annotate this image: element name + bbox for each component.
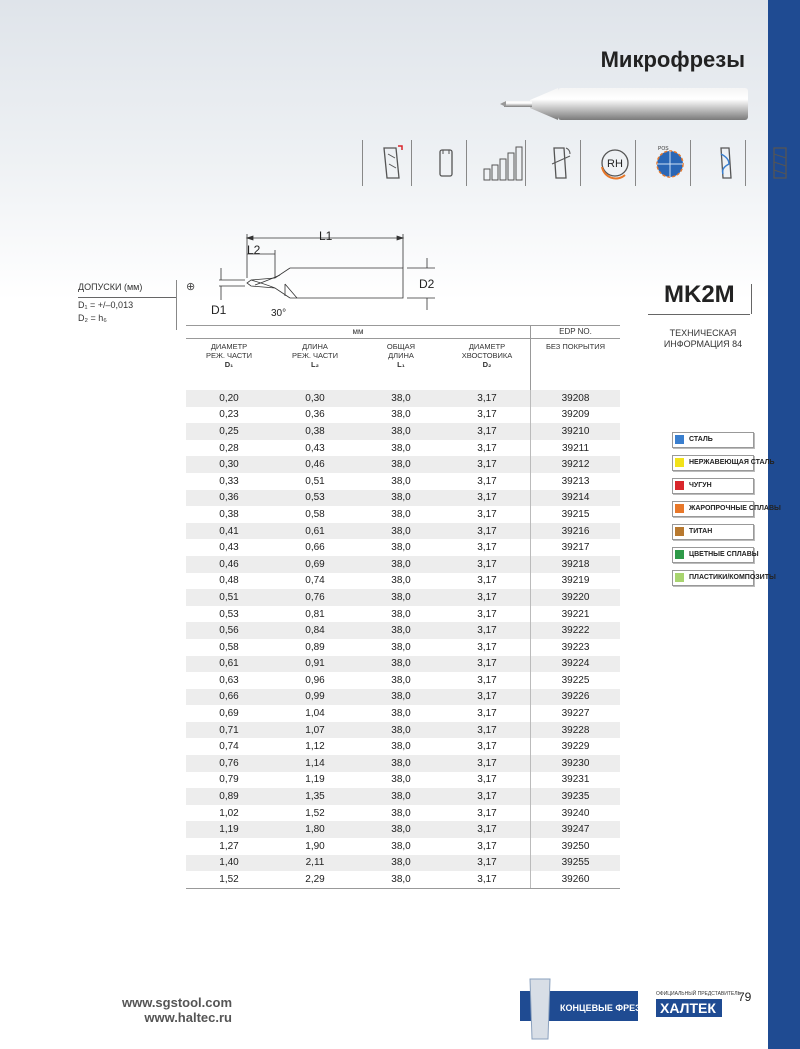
table-cell: 0,61 <box>186 656 272 673</box>
table-cell: 38,0 <box>358 390 444 407</box>
table-cell: 39222 <box>531 622 621 639</box>
table-row <box>186 705 620 722</box>
table-cell: 39260 <box>531 871 621 888</box>
column-header-line2: РЕЖ. ЧАСТИ <box>291 351 339 360</box>
shank-icon <box>426 140 467 186</box>
table-cell: 0,46 <box>272 456 358 473</box>
table-cell: 3,17 <box>477 840 497 852</box>
column-header-line2: РЕЖ. ЧАСТИ <box>205 351 253 360</box>
table-cell: 3,17 <box>477 774 497 786</box>
table-cell: 38,0 <box>358 423 444 440</box>
table-cell: 3,17 <box>477 674 497 686</box>
website-sgstool[interactable]: www.sgstool.com <box>121 995 232 1010</box>
table-cell: 39209 <box>531 407 621 424</box>
table-cell: 0,79 <box>219 774 239 786</box>
rep-text: ОФИЦИАЛЬНЫЙ ПРЕДСТАВИТЕЛЬ <box>656 991 741 997</box>
table-cell: 38,0 <box>358 722 444 739</box>
table-cell: 0,84 <box>272 622 358 639</box>
table-cell: 3,17 <box>444 622 531 639</box>
table-cell: 3,17 <box>444 423 531 440</box>
table-cell: 1,27 <box>219 840 239 852</box>
table-row <box>186 523 620 540</box>
tolerance-divider <box>176 280 177 330</box>
table-cell: 3,17 <box>477 641 497 653</box>
page-title: Микрофрезы <box>600 47 745 72</box>
table-row <box>186 656 620 673</box>
tolerances-heading: ДОПУСКИ (мм) <box>78 282 143 292</box>
table-cell: 1,04 <box>305 708 325 720</box>
table-cell: 39211 <box>531 440 621 457</box>
material-swatch <box>675 504 684 513</box>
material-label: ЧУГУН <box>689 482 712 489</box>
table-cell: 1,19 <box>305 774 325 786</box>
table-row <box>186 573 620 590</box>
table-cell: 39216 <box>531 523 621 540</box>
table-cell: 0,74 <box>219 741 239 753</box>
table-cell: 0,38 <box>219 508 239 520</box>
column-header-line2: ДЛИНА <box>388 351 414 360</box>
table-cell: 38,0 <box>391 840 411 852</box>
angle-label: 30° <box>271 308 287 319</box>
product-code-rule <box>648 314 750 315</box>
coating-globe-icon <box>650 140 691 186</box>
table-cell: 38,0 <box>358 855 444 872</box>
table-cell: 0,63 <box>219 674 239 686</box>
column-header-sym: D₁ <box>224 360 234 369</box>
table-cell: 0,36 <box>305 409 325 421</box>
table-cell: 3,17 <box>444 855 531 872</box>
table-cell: 38,0 <box>358 656 444 673</box>
table-cell: 3,17 <box>477 608 497 620</box>
table-cell: 1,07 <box>272 722 358 739</box>
table-cell: 0,51 <box>186 589 272 606</box>
table-cell: 0,76 <box>272 589 358 606</box>
unit-label: мм <box>186 326 531 339</box>
table-cell: 3,17 <box>477 708 497 720</box>
table-row <box>186 390 620 407</box>
table-cell: 38,0 <box>391 575 411 587</box>
table-cell: 3,17 <box>444 755 531 772</box>
material-swatch <box>675 527 684 536</box>
table-cell: 39208 <box>531 390 621 407</box>
table-cell: 39218 <box>531 556 621 573</box>
material-item <box>672 524 754 540</box>
table-cell: 0,81 <box>305 608 325 620</box>
table-cell: 2,29 <box>272 871 358 888</box>
table-row <box>186 456 620 473</box>
table-cell: 1,14 <box>272 755 358 772</box>
table-cell: 3,17 <box>444 589 531 606</box>
table-cell: 38,0 <box>391 708 411 720</box>
material-item <box>672 432 754 448</box>
table-cell: 0,36 <box>186 490 272 507</box>
table-cell: 0,99 <box>272 689 358 706</box>
material-item <box>672 501 781 517</box>
table-cell: 38,0 <box>391 442 411 454</box>
table-cell: 3,17 <box>444 656 531 673</box>
table-row <box>186 490 620 507</box>
table-cell: 38,0 <box>358 622 444 639</box>
column-header <box>358 339 444 391</box>
table-cell: 0,91 <box>272 656 358 673</box>
material-swatch <box>675 573 684 582</box>
column-header-line2: ХВОСТОВИКА <box>461 351 513 360</box>
tolerance-d2: D₂ = h₆ <box>78 313 107 323</box>
table-cell: 39224 <box>531 656 621 673</box>
table-cell: 39240 <box>531 805 621 822</box>
column-header-line1: ДЛИНА <box>302 342 328 351</box>
table-cell: 38,0 <box>391 475 411 487</box>
column-header-line1: ДИАМЕТР <box>468 342 506 351</box>
table-row <box>186 473 620 490</box>
table-row <box>186 622 620 639</box>
d1-label: D1 <box>211 303 227 317</box>
table-cell: 39225 <box>531 672 621 689</box>
table-cell: 1,40 <box>186 855 272 872</box>
table-cell: 3,17 <box>444 689 531 706</box>
tool-dimension-diagram <box>185 228 445 323</box>
table-cell: 39229 <box>531 738 621 755</box>
website-haltec[interactable]: www.haltec.ru <box>144 1010 232 1025</box>
table-cell: 3,17 <box>444 788 531 805</box>
table-cell: 0,69 <box>219 708 239 720</box>
table-cell: 0,74 <box>305 575 325 587</box>
column-header <box>186 339 272 391</box>
table-cell: 39221 <box>531 606 621 623</box>
helix-angle-icon <box>540 140 581 186</box>
table-row <box>186 539 620 556</box>
table-cell: 3,17 <box>444 556 531 573</box>
product-code: MK2M <box>664 281 735 308</box>
table-cell: 39250 <box>531 838 621 855</box>
table-cell: 39255 <box>531 855 621 872</box>
table-cell: 1,35 <box>272 788 358 805</box>
table-cell: 0,71 <box>186 722 272 739</box>
table-cell: 0,38 <box>272 423 358 440</box>
table-row <box>186 805 620 822</box>
column-header-sym: L₂ <box>311 360 319 369</box>
table-cell: 0,66 <box>186 689 272 706</box>
table-cell: 1,19 <box>186 821 272 838</box>
material-item <box>672 478 754 494</box>
material-label: ПЛАСТИКИ/КОМПОЗИТЫ <box>689 574 776 581</box>
table-cell: 0,51 <box>305 475 325 487</box>
table-cell: 39235 <box>531 788 621 805</box>
table-row <box>186 407 620 424</box>
table-cell: 38,0 <box>358 689 444 706</box>
table-cell: 0,28 <box>219 442 239 454</box>
table-cell: 39230 <box>531 755 621 772</box>
table-row <box>186 440 620 457</box>
l1-label: L1 <box>319 229 333 243</box>
column-header-line1: БЕЗ ПОКРЫТИЯ <box>546 342 605 351</box>
table-cell: 1,52 <box>186 871 272 888</box>
table-cell: 38,0 <box>358 490 444 507</box>
table-cell: 3,17 <box>477 575 497 587</box>
material-label: ЦВЕТНЫЕ СПЛАВЫ <box>689 551 759 558</box>
table-cell: 38,0 <box>358 755 444 772</box>
product-table <box>186 325 620 889</box>
table-cell: 39220 <box>531 589 621 606</box>
table-row <box>186 871 620 888</box>
table-cell: 3,17 <box>444 456 531 473</box>
table-cell: 39217 <box>531 539 621 556</box>
table-cell: 0,56 <box>186 622 272 639</box>
table-cell: 0,43 <box>305 442 325 454</box>
table-cell: 39210 <box>531 423 621 440</box>
table-cell: 39223 <box>531 639 621 656</box>
table-row <box>186 672 620 689</box>
table-row <box>186 506 620 523</box>
table-cell: 39226 <box>531 689 621 706</box>
table-cell: 3,17 <box>477 475 497 487</box>
table-cell: 38,0 <box>391 674 411 686</box>
materials-legend <box>672 432 781 593</box>
table-cell: 0,48 <box>219 575 239 587</box>
table-cell: 39214 <box>531 490 621 507</box>
website-links <box>112 995 232 1025</box>
table-cell: 0,69 <box>272 556 358 573</box>
table-cell: 1,90 <box>305 840 325 852</box>
column-header-sym: L₁ <box>397 360 405 369</box>
product-code-divider <box>751 284 752 314</box>
material-label: СТАЛЬ <box>689 436 713 443</box>
table-cell: 0,23 <box>219 409 239 421</box>
table-body <box>186 390 620 888</box>
edp-label: EDP NO. <box>531 326 621 339</box>
length-bars-icon <box>481 140 526 186</box>
table-cell: 3,17 <box>477 741 497 753</box>
material-label: ТИТАН <box>689 528 713 535</box>
table-header-row <box>186 339 620 391</box>
table-cell: 38,0 <box>358 556 444 573</box>
d2-label: D2 <box>419 277 435 291</box>
table-cell: 38,0 <box>358 456 444 473</box>
table-row <box>186 423 620 440</box>
table-cell: 3,17 <box>444 722 531 739</box>
table-row <box>186 606 620 623</box>
table-cell: 38,0 <box>391 608 411 620</box>
material-swatch <box>675 550 684 559</box>
table-cell: 38,0 <box>391 774 411 786</box>
table-cell: 3,17 <box>444 871 531 888</box>
table-cell: 0,89 <box>186 788 272 805</box>
table-cell: 3,17 <box>477 807 497 819</box>
table-row <box>186 639 620 656</box>
footer-brand-banner <box>520 975 750 1043</box>
table-row <box>186 855 620 872</box>
page-number: 79 <box>738 990 752 1004</box>
table-cell: 0,46 <box>186 556 272 573</box>
table-cell: 38,0 <box>391 741 411 753</box>
table-cell: 39231 <box>531 772 621 789</box>
table-cell: 38,0 <box>358 589 444 606</box>
table-row <box>186 589 620 606</box>
table-row <box>186 821 620 838</box>
table-cell: 1,52 <box>305 807 325 819</box>
table-cell: 3,17 <box>444 523 531 540</box>
tolerances-rule <box>78 297 176 298</box>
table-cell: 1,12 <box>305 741 325 753</box>
table-cell: 39213 <box>531 473 621 490</box>
table-cell: 0,30 <box>186 456 272 473</box>
table-cell: 0,66 <box>305 542 325 554</box>
table-cell: 0,96 <box>305 674 325 686</box>
table-cell: 38,0 <box>391 641 411 653</box>
table-cell: 0,58 <box>305 508 325 520</box>
table-cell: 3,17 <box>444 821 531 838</box>
table-cell: 0,58 <box>219 641 239 653</box>
table-cell: 3,17 <box>444 390 531 407</box>
table-row <box>186 755 620 772</box>
table-cell: 38,0 <box>358 788 444 805</box>
pos-label: POS <box>658 146 669 152</box>
table-cell: 0,53 <box>219 608 239 620</box>
material-swatch <box>675 458 684 467</box>
table-cell: 38,0 <box>391 542 411 554</box>
table-row <box>186 738 620 755</box>
column-header <box>531 339 621 391</box>
rh-rotation-icon <box>595 140 636 186</box>
table-cell: 0,33 <box>219 475 239 487</box>
table-cell: 0,43 <box>219 542 239 554</box>
material-label: ЖАРОПРОЧНЫЕ СПЛАВЫ <box>689 505 781 512</box>
table-cell: 1,02 <box>219 807 239 819</box>
table-cell: 0,41 <box>186 523 272 540</box>
column-header <box>272 339 358 391</box>
table-row <box>186 556 620 573</box>
brand-logo: ХАЛТЕК <box>660 1000 716 1016</box>
table-cell: 0,76 <box>186 755 272 772</box>
table-cell: 39212 <box>531 456 621 473</box>
l2-label: L2 <box>247 243 261 257</box>
material-item <box>672 455 775 471</box>
table-cell: 0,30 <box>272 390 358 407</box>
runout-symbol: ⊕ <box>186 281 196 293</box>
table-cell: 39228 <box>531 722 621 739</box>
table-cell: 0,61 <box>272 523 358 540</box>
tolerances-block <box>78 282 142 323</box>
table-cell: 3,17 <box>477 409 497 421</box>
table-cell: 38,0 <box>391 508 411 520</box>
table-row <box>186 772 620 789</box>
table-cell: 1,80 <box>272 821 358 838</box>
table-cell: 0,20 <box>186 390 272 407</box>
table-cell: 38,0 <box>358 821 444 838</box>
table-cell: 0,53 <box>272 490 358 507</box>
table-cell: 38,0 <box>391 807 411 819</box>
table-cell: 39227 <box>531 705 621 722</box>
table-cell: 0,89 <box>305 641 325 653</box>
material-item <box>672 547 759 563</box>
micro-end-mill-image <box>498 80 750 130</box>
table-row <box>186 689 620 706</box>
table-cell: 3,17 <box>477 442 497 454</box>
table-cell: 38,0 <box>358 523 444 540</box>
table-cell: 38,0 <box>391 409 411 421</box>
material-label: НЕРЖАВЕЮЩАЯ СТАЛЬ <box>689 459 775 466</box>
end-mill-icon <box>760 140 800 186</box>
material-swatch <box>675 481 684 490</box>
table-cell: 38,0 <box>358 871 444 888</box>
tech-info-link[interactable]: ТЕХНИЧЕСКАЯ ИНФОРМАЦИЯ 84 <box>663 328 743 349</box>
material-swatch <box>675 435 684 444</box>
table-row <box>186 722 620 739</box>
spiral-flute-icon <box>705 140 746 186</box>
material-item <box>672 570 776 586</box>
tolerance-d1: D₁ = +/–0,013 <box>78 300 134 310</box>
table-cell: 39219 <box>531 573 621 590</box>
straight-flute-icon <box>362 140 412 186</box>
column-header-line1: ОБЩАЯ <box>386 342 416 351</box>
column-header <box>444 339 531 391</box>
table-cell: 3,17 <box>477 508 497 520</box>
table-cell: 3,17 <box>477 542 497 554</box>
column-header-sym: D₂ <box>482 360 492 369</box>
table-row <box>186 838 620 855</box>
table-cell: 0,25 <box>186 423 272 440</box>
table-cell: 39215 <box>531 506 621 523</box>
table-row <box>186 788 620 805</box>
feature-icons-row <box>362 140 800 188</box>
rh-label: RH <box>607 158 623 170</box>
banner-text: КОНЦЕВЫЕ ФРЕЗЫ <box>560 1003 650 1013</box>
table-cell: 3,17 <box>444 490 531 507</box>
table-cell: 39247 <box>531 821 621 838</box>
table-cell: 2,11 <box>272 855 358 872</box>
column-header-line1: ДИАМЕТР <box>210 342 248 351</box>
